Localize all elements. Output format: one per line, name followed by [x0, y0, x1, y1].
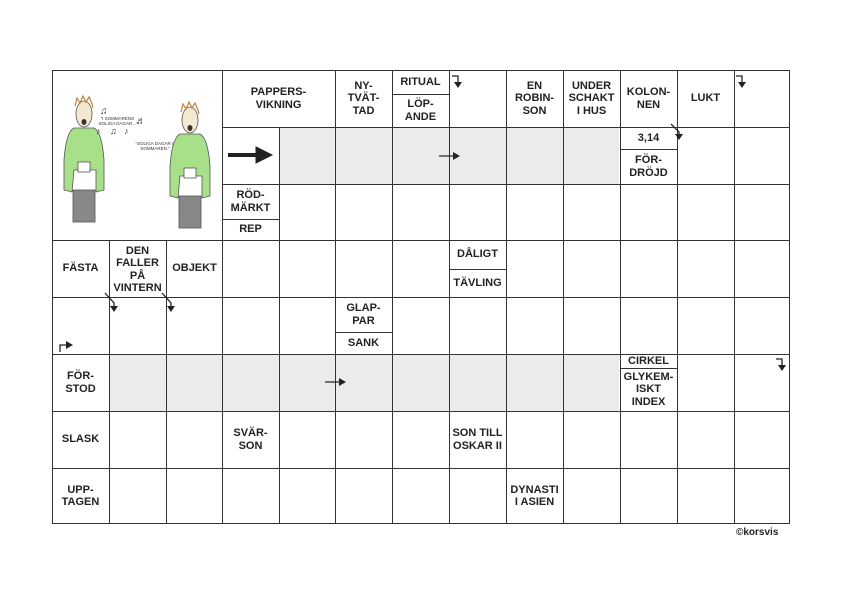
clue-kolonnen: KOLON- NEN	[626, 86, 671, 111]
clue-slask: SLASK	[61, 433, 100, 446]
clue-son-till-oskar: SON TILL OSKAR II	[452, 427, 503, 452]
clue-upptagen: UPP- TAGEN	[61, 483, 100, 508]
clue-pappersvikning: PAPPERS- VIKNING	[250, 86, 307, 111]
clue-glappar: GLAP- PAR	[346, 302, 381, 327]
right-bubble-line2: SOMMAREN."	[140, 146, 170, 151]
arrow-diagonal-icon	[105, 293, 118, 312]
clue-lukt: LUKT	[690, 92, 721, 105]
copyright-credit: ©korsvis	[736, 527, 779, 538]
clue-dynasti: DYNASTI I ASIEN	[510, 483, 559, 508]
clue-pi: 3,14	[637, 131, 660, 144]
left-bubble-line2: SOLIGA DAGAR..."	[98, 121, 138, 126]
clue-tavling: TÄVLING	[453, 276, 502, 289]
clue-svarson: SVÄR- SON	[233, 427, 268, 452]
clue-rodmarkt: RÖD- MÄRKT	[230, 189, 271, 214]
clue-cirkel: CIRKEL	[628, 354, 669, 367]
clue-daligt: DÅLIGT	[457, 248, 498, 261]
music-note-icon: ♫	[110, 126, 117, 136]
clue-den-faller: DEN FALLER PÅ VINTERN	[113, 244, 162, 294]
clue-ritual: RITUAL	[400, 75, 441, 88]
arrow-bent-down-icon	[776, 359, 786, 371]
music-note-icon: ♪	[124, 126, 129, 136]
clue-fordrojd: FÖR- DRÖJD	[629, 154, 668, 179]
clue-objekt: OBJEKT	[172, 262, 217, 275]
arrow-diagonal-icon	[162, 293, 175, 312]
music-note-icon: ♬	[136, 116, 146, 127]
clue-lopande: LÖP- ANDE	[404, 98, 437, 123]
grid-lines	[52, 70, 790, 524]
arrow-bent-down-icon	[452, 76, 462, 88]
arrow-bent-right-icon	[60, 341, 73, 352]
clue-fasta: FÄSTA	[62, 262, 99, 275]
clue-glykemiskt: GLYKEM- ISKT INDEX	[623, 370, 674, 408]
clue-en-robinson: EN ROBIN- SON	[514, 79, 555, 117]
clue-rep: REP	[239, 223, 262, 236]
arrow-bent-down-icon	[736, 76, 746, 88]
music-note-icon: ♫	[100, 106, 108, 117]
clue-nytvattad: NY- TVÄT- TAD	[347, 79, 380, 117]
left-bubble-line1: "I SOMMARENS	[100, 116, 135, 121]
music-note-icon: ♪	[96, 126, 101, 136]
clue-forstod: FÖR- STOD	[65, 370, 96, 395]
arrow-right-icon	[228, 147, 272, 163]
crossword-grid	[52, 70, 790, 524]
clue-sank: SANK	[347, 336, 380, 349]
clue-under-schakt: UNDER SCHAKT I HUS	[568, 79, 615, 117]
right-bubble-line1: "SOLIGA DAGAR I	[135, 141, 174, 146]
